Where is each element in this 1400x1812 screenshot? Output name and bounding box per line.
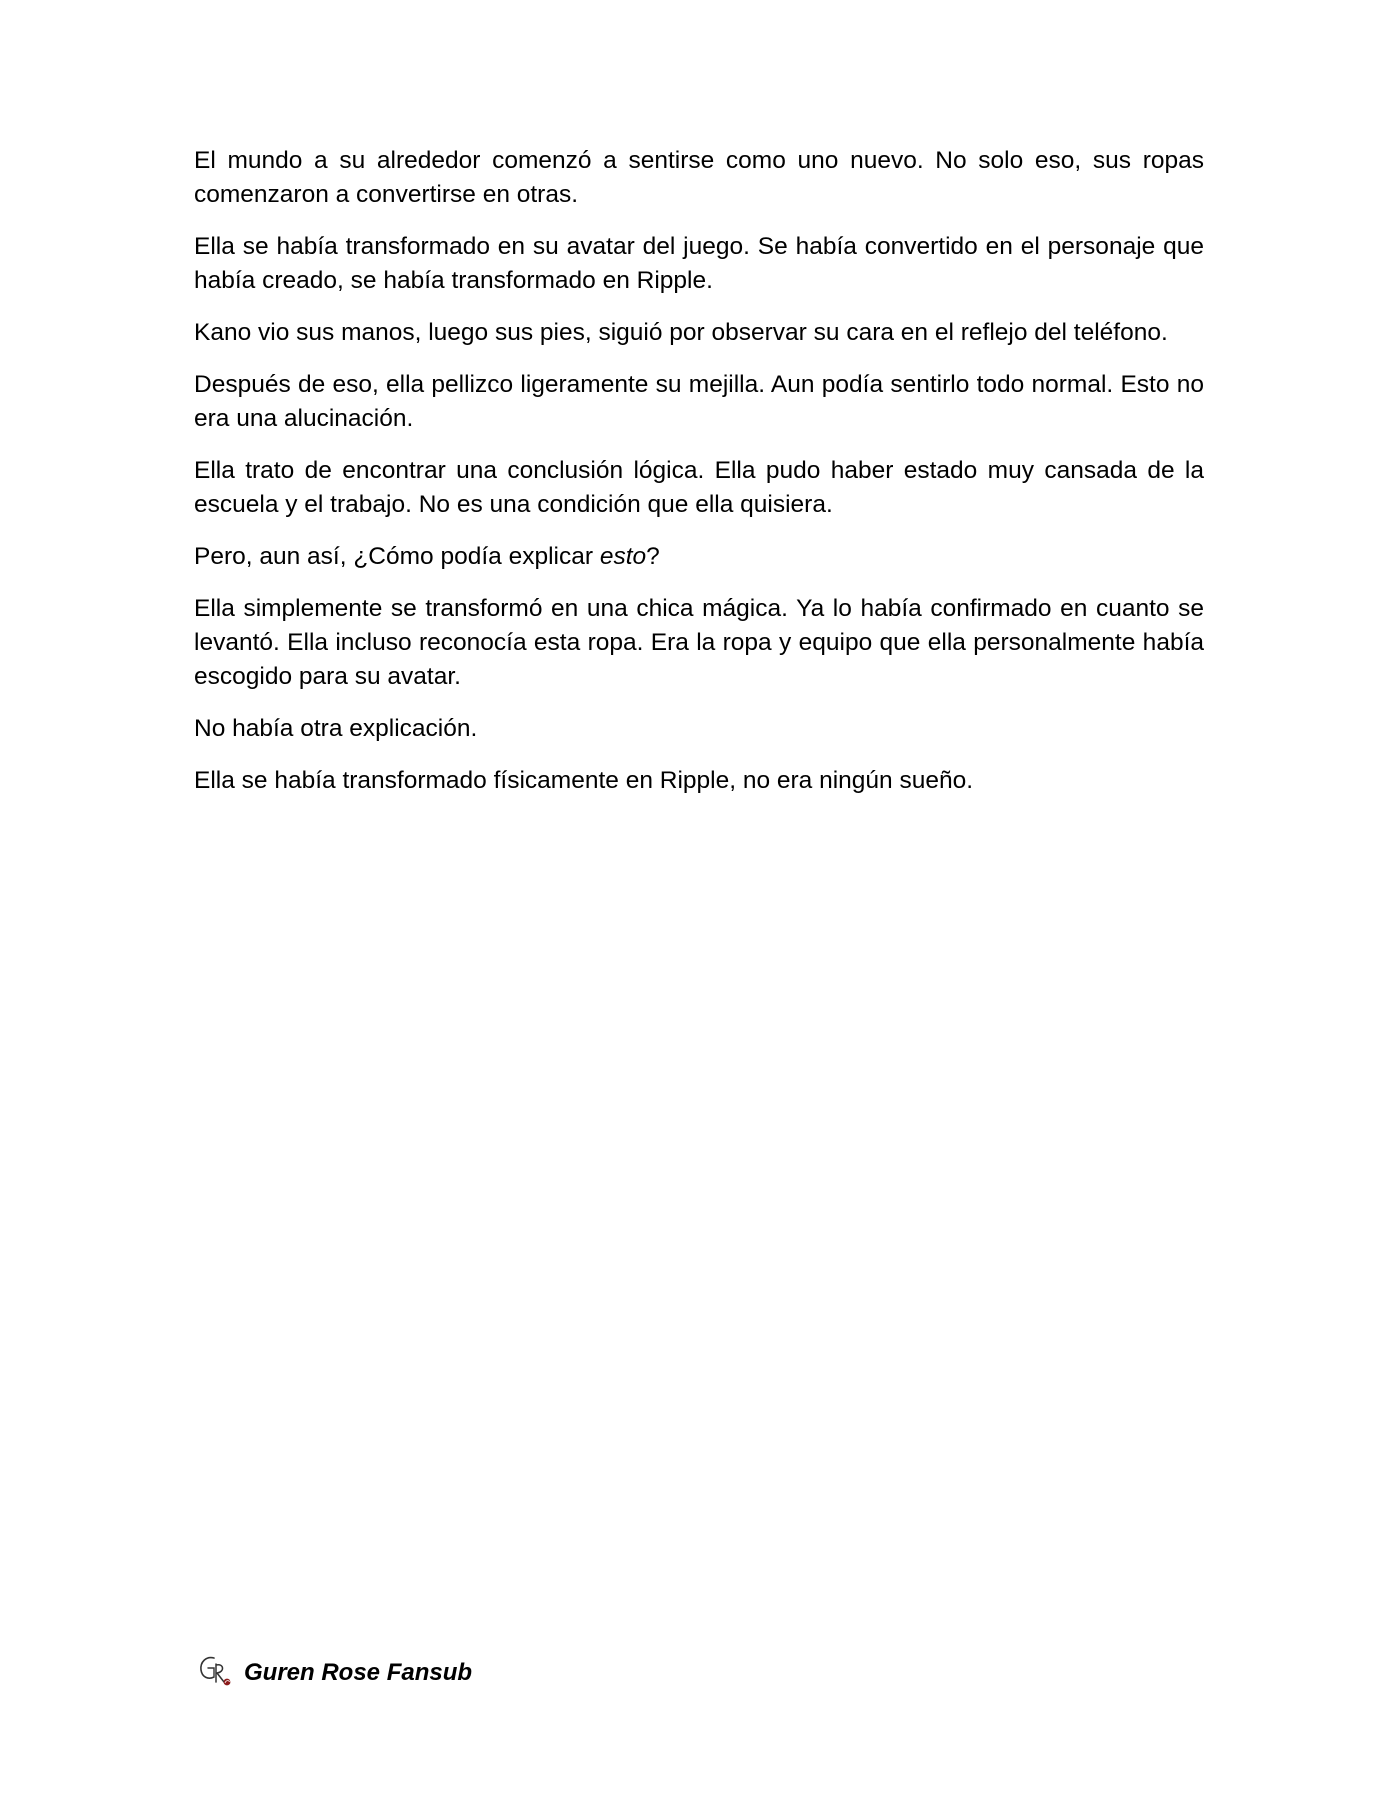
paragraph-9: Ella se había transformado físicamente en Ripple, no era ningún sueño. xyxy=(194,767,974,794)
paragraph-7: Ella simplemente se transformó en una chica mágica. Ya lo había confirmado en cuanto se levantó. Ella incluso reconocía esta ropa. Era la ropa y equipo que ella personalmente había escogido para su avatar. xyxy=(194,595,1204,690)
paragraph-1: El mundo a su alrededor comenzó a sentirse como uno nuevo. No solo eso, sus ropas comenzaron a convertirse en otras. xyxy=(194,147,1204,208)
paragraph-4: Después de eso, ella pellizco ligeramente su mejilla. Aun podía sentirlo todo normal. Esto no era una alucinación. xyxy=(194,371,1204,432)
paragraph-5: Ella trato de encontrar una conclusión lógica. Ella pudo haber estado muy cansada de la escuela y el trabajo. No es una condición que ella quisiera. xyxy=(194,457,1204,518)
body-text xyxy=(194,144,1204,816)
paragraph-8: No había otra explicación. xyxy=(194,715,478,742)
footer xyxy=(196,1652,472,1690)
paragraph-6-before: Pero, aun así, ¿Cómo podía explicar xyxy=(194,543,600,570)
paragraph-6-after: ? xyxy=(646,543,660,570)
paragraph-6-emphasis: esto xyxy=(599,543,647,570)
paragraph-6 xyxy=(194,540,1204,574)
paragraph-3: Kano vio sus manos, luego sus pies, siguió por observar su cara en el reflejo del teléfono. xyxy=(194,319,1168,346)
paragraph-2: Ella se había transformado en su avatar del juego. Se había convertido en el personaje que había creado, se había transformado en Ripple. xyxy=(194,233,1204,294)
footer-name: Guren Rose Fansub xyxy=(244,1659,473,1686)
guren-rose-logo-icon xyxy=(196,1652,234,1690)
